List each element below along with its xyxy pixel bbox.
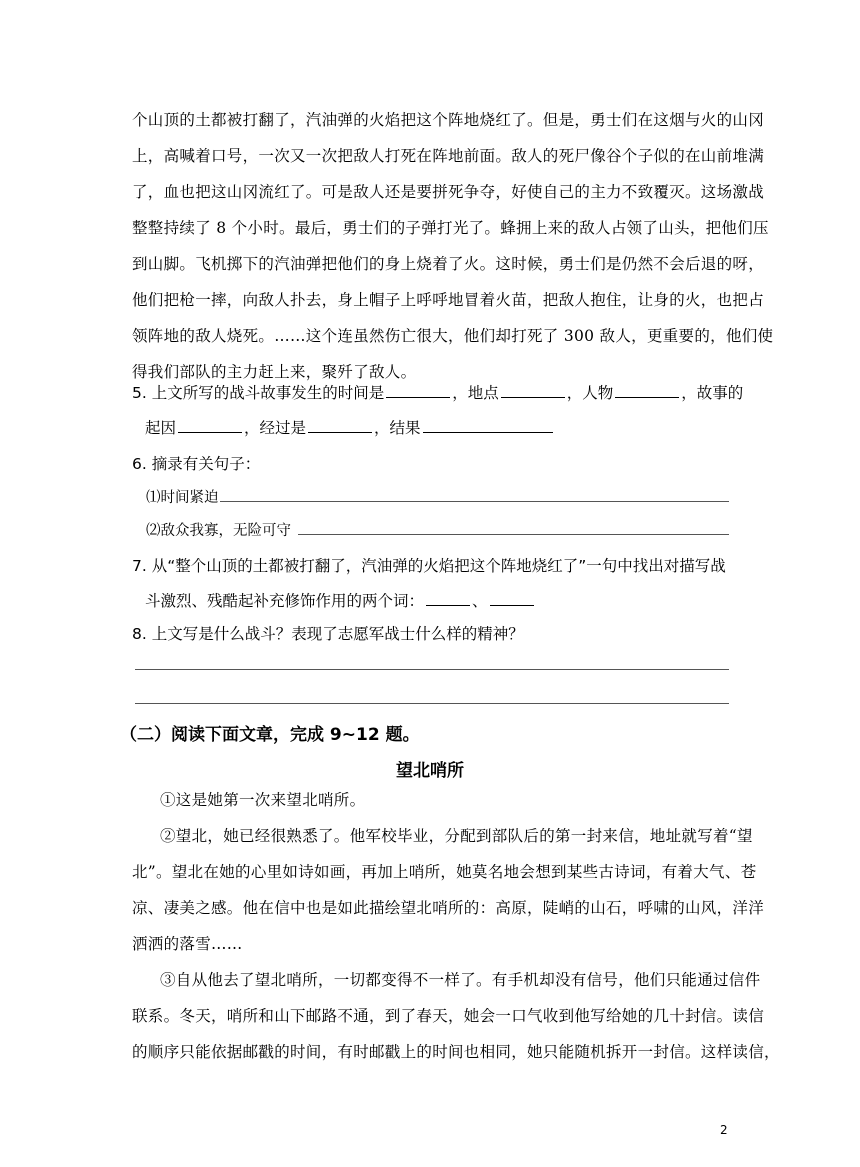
passage-line: 他们把枪一摔，向敌人扑去，身上帽子上呼呼地冒着火苗，把敌人抱住，让身的火，也把占 xyxy=(132,291,765,309)
question-7-line-1: 7. 从“整个山顶的土都被打翻了，汽油弹的火焰把这个阵地烧红了”一句中找出对描写战 xyxy=(132,557,726,575)
article-line: 的顺序只能依据邮戳的时间，有时邮戳上的时间也相同，她只能随机拆开一封信。这样读信， xyxy=(132,1043,780,1061)
article-line: ②望北，她已经很熟悉了。他军校毕业，分配到部队后的第一封来信，地址就写着“望 xyxy=(160,827,753,845)
answer-line[interactable] xyxy=(135,703,729,704)
passage-line: 到山脚。飞机掷下的汽油弹把他们的身上烧着了火。这时候，勇士们是仍然不会后退的呀， xyxy=(132,255,765,273)
passage-line: 上，高喊着口号，一次又一次把敌人打死在阵地前面。敌人的死尸像谷个子似的在山前堆满 xyxy=(132,147,765,165)
question-text: 斗激烈、残酷起补充修饰作用的两个词： xyxy=(145,592,425,610)
answer-blank-process[interactable] xyxy=(308,431,372,433)
question-text: ，结果 xyxy=(374,419,421,437)
passage-line: 个山顶的土都被打翻了，汽油弹的火焰把这个阵地烧红了。但是，勇士们在这烟与火的山冈 xyxy=(132,111,765,129)
question-8-stem: 8. 上文写是什么战斗？表现了志愿军战士什么样的精神？ xyxy=(132,625,524,643)
question-6-item-2: ⑵敌众我寡，无险可守 xyxy=(146,523,291,539)
article-line: ①这是她第一次来望北哨所。 xyxy=(160,791,366,809)
answer-blank-people[interactable] xyxy=(615,396,679,398)
answer-blank-place[interactable] xyxy=(501,396,565,398)
question-text: ，地点 xyxy=(452,384,499,402)
article-line: 洒洒的落雪…… xyxy=(132,935,243,953)
section-heading: （二）阅读下面文章，完成 9~12 题。 xyxy=(120,725,420,745)
passage-line: 整整持续了 8 个小时。最后，勇士们的子弹打光了。蜂拥上来的敌人占领了山头，把他们压 xyxy=(132,219,769,237)
answer-blank-result[interactable] xyxy=(423,431,553,433)
answer-blank-word-2[interactable] xyxy=(490,604,534,606)
passage-line: 了，血也把这山冈流红了。可是敌人还是要拼死争夺，好使自己的主力不致覆灭。这场激战 xyxy=(132,183,765,201)
passage-line: 得我们部队的主力赶上来，聚歼了敌人。 xyxy=(132,363,417,381)
answer-line[interactable] xyxy=(220,501,729,502)
question-text: ，人物 xyxy=(566,384,614,402)
question-5-line-1 xyxy=(132,381,743,403)
separator: 、 xyxy=(472,592,488,610)
question-6-stem: 6. 摘录有关句子： xyxy=(132,455,261,473)
answer-line[interactable] xyxy=(135,669,729,670)
question-text: ，故事的 xyxy=(681,384,744,402)
article-line: 北”。望北在她的心里如诗如画，再加上哨所，她莫名地会想到某些古诗词，有着大气、苍 xyxy=(132,863,757,881)
question-text: 起因 xyxy=(145,419,177,437)
question-5-line-2 xyxy=(145,416,555,438)
page-number: 2 xyxy=(720,1123,728,1137)
answer-line[interactable] xyxy=(298,534,729,535)
answer-blank-word-1[interactable] xyxy=(426,604,470,606)
question-6-item-1: ⑴时间紧迫 xyxy=(146,490,219,506)
article-title: 望北哨所 xyxy=(396,761,464,781)
article-line: 凉、凄美之感。他在信中也是如此描绘望北哨所的：高原，陡峭的山石，呼啸的山风，洋洋 xyxy=(132,899,765,917)
question-7-line-2 xyxy=(145,589,536,611)
article-line: 联系。冬天，哨所和山下邮路不通，到了春天，她会一口气收到他写给她的几十封信。读信 xyxy=(132,1007,765,1025)
question-text: 5. 上文所写的战斗故事发生的时间是 xyxy=(132,384,385,402)
article-line: ③自从他去了望北哨所，一切都变得不一样了。有手机却没有信号，他们只能通过信件 xyxy=(160,971,761,989)
passage-line: 领阵地的敌人烧死。……这个连虽然伤亡很大，他们却打死了 300 敌人，更重要的，他们使 xyxy=(132,327,774,345)
answer-blank-time[interactable] xyxy=(386,396,450,398)
question-text: ，经过是 xyxy=(244,419,307,437)
answer-blank-cause[interactable] xyxy=(178,431,242,433)
